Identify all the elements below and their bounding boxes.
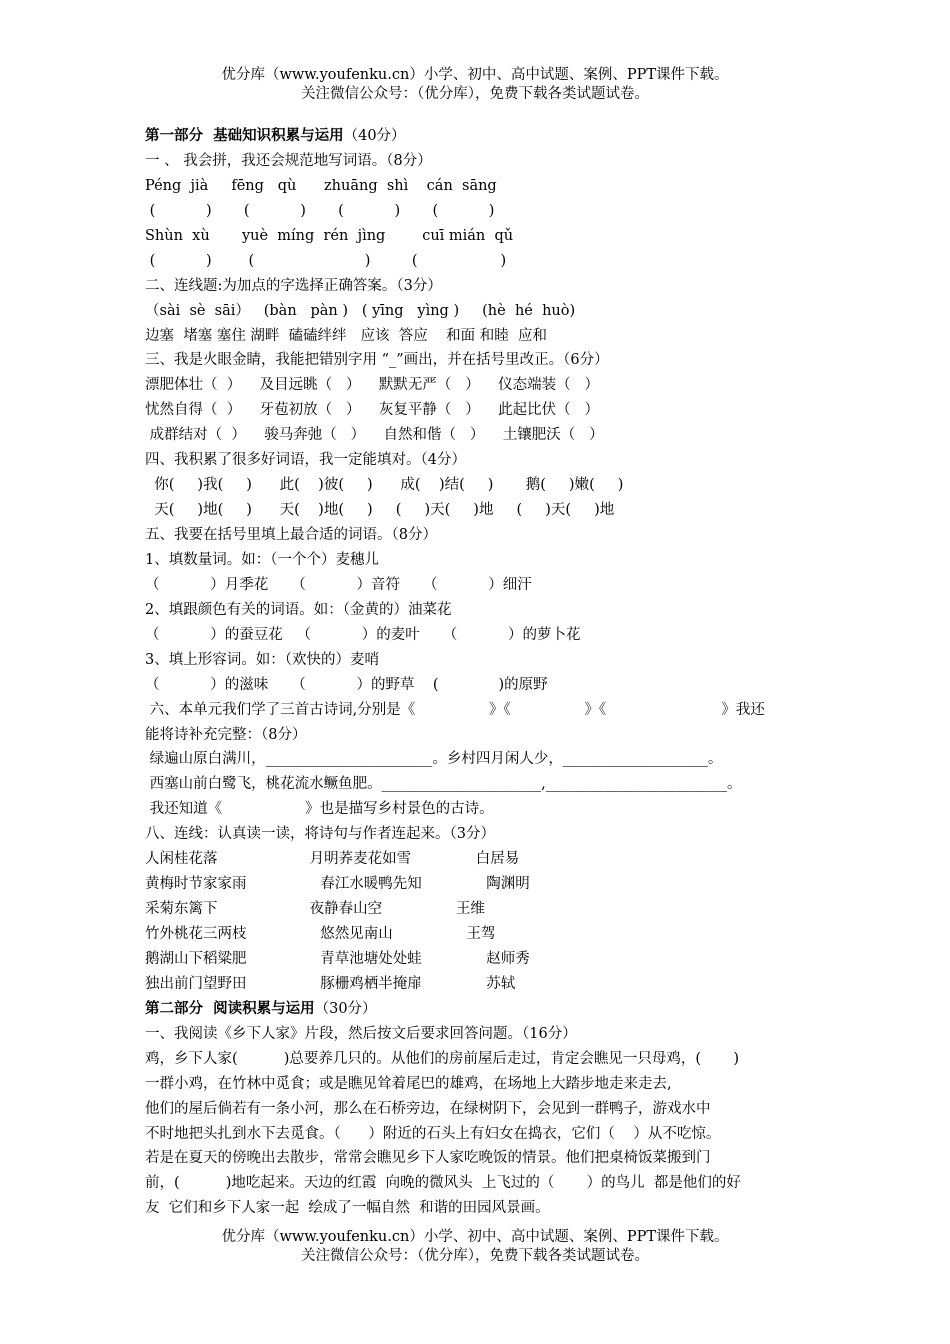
line-text: 不时地把头扎到水下去觅食。（ ）附近的石头上有妇女在捣衣，它们（ ）从不吃惊。 — [145, 1125, 721, 1142]
text-line — [145, 598, 810, 623]
text-line — [145, 847, 810, 872]
text-line — [145, 1047, 810, 1072]
line-text: ( ) ( ) ( ) — [145, 252, 507, 269]
line-text: 漂肥体壮（ ） 及目远眺（ ） 默默无严（ ） 仪态端装（ ） — [145, 377, 600, 394]
text-line — [145, 872, 810, 897]
line-text: 独出前门望野田 豚栅鸡栖半掩扉 苏轼 — [145, 975, 516, 992]
line-text: 黄梅时节家家雨 春江水暖鸭先知 陶渊明 — [145, 876, 530, 893]
line-text: 友 它们和乡下人家一起 绘成了一幅自然 和谐的田园风景画。 — [145, 1200, 550, 1217]
text-line — [145, 1072, 810, 1097]
line-text: 2、填跟颜色有关的词语。如：（金黄的）油菜花 — [145, 601, 452, 618]
line-text: 一、我阅读《乡下人家》片段，然后按文后要求回答问题。（16分） — [145, 1025, 577, 1042]
text-line — [145, 299, 810, 324]
header-line-1: 优分库（www.youfenku.cn）小学、初中、高中试题、案例、PPT课件下载。 — [221, 67, 729, 83]
line-text: 我还知道《 》也是描写乡村景色的古诗。 — [145, 801, 494, 818]
text-line — [145, 698, 810, 723]
page-header — [0, 66, 950, 104]
text-line — [145, 224, 810, 249]
line-text: 成群结对（ ） 骏马奔弛（ ） 自然和偕（ ） 土镶肥沃（ ） — [145, 427, 604, 444]
text-line — [145, 423, 810, 448]
section-heading — [145, 124, 810, 149]
text-line — [145, 324, 810, 349]
line-text: 1、填数量词。如：（一个个）麦穗儿 — [145, 551, 379, 568]
line-text: 第二部分 阅读积累与运用 — [145, 999, 315, 1017]
text-line — [145, 897, 810, 922]
section-heading — [145, 997, 810, 1022]
text-line — [145, 473, 810, 498]
text-line — [145, 947, 810, 972]
text-line — [145, 373, 810, 398]
text-line — [145, 723, 810, 748]
text-line — [145, 199, 810, 224]
text-line — [145, 1022, 810, 1047]
line-text: 一群小鸡，在竹林中觅食；或是瞧见耸着尾巴的雄鸡，在场地上大踏步地走来走去, — [145, 1075, 672, 1092]
line-text: 人闲桂花落 月明荞麦花如雪 白居易 — [145, 851, 520, 868]
text-line — [145, 274, 810, 299]
line-text: 西塞山前白鹭飞，桃花流水鳜鱼肥。______________________,_________________________。 — [145, 776, 742, 793]
line-text: 天( )地( ) 天( )地( ) ( )天( )地 ( )天( )地 — [145, 502, 615, 519]
line-text: 能将诗补充完整：（8分） — [145, 726, 307, 743]
line-text: 前，( )地吃起来。天边的红霞 向晚的微风头 上飞过的（ ）的鸟儿 都是他们的好 — [145, 1175, 741, 1192]
line-text: 忧然自得（ ） 牙苞初放（ ） 灰复平静（ ） 此起比伏（ ） — [145, 402, 600, 419]
line-text: 若是在夏天的傍晚出去散步，常常会瞧见乡下人家吃晚饭的情景。他们把桌椅饭菜搬到门 — [145, 1150, 711, 1167]
text-line — [145, 1146, 810, 1171]
text-line — [145, 648, 810, 673]
text-line — [145, 348, 810, 373]
footer-line-1: 优分库（www.youfenku.cn）小学、初中、高中试题、案例、PPT课件下载。 — [221, 1229, 729, 1245]
line-text: 你( )我( ) 此( )彼( ) 成( )结( ) 鹅( )嫩( ) — [145, 477, 624, 494]
line-text: 八、连线：认真读一读，将诗句与作者连起来。（3分） — [145, 826, 495, 843]
line-text: 三、我是火眼金睛，我能把错别字用 “_”画出，并在括号里改正。（6分） — [145, 352, 609, 369]
line-text: 边塞 堵塞 塞住 湖畔 磕磕绊绊 应该 答应 和面 和睦 应和 — [145, 327, 547, 344]
text-line — [145, 822, 810, 847]
score-note: （30分） — [314, 1000, 377, 1017]
line-text: 五、我要在括号里填上最合适的词语。（8分） — [145, 527, 437, 543]
line-text: 鸡，乡下人家( )总要养几只的。从他们的房前屋后走过，肯定会瞧见一只母鸡，( ) — [145, 1050, 739, 1067]
score-note: （40分） — [343, 128, 406, 144]
line-text: （ ）的蚕豆花 （ ）的麦叶 （ ）的萝卜花 — [145, 626, 581, 643]
line-text: 他们的屋后倘若有一条小河，那么在石桥旁边，在绿树阴下，会见到一群鸭子，游戏水中 — [145, 1100, 711, 1117]
page-footer — [0, 1228, 950, 1266]
text-line — [145, 772, 810, 797]
text-line — [145, 1097, 810, 1122]
line-text: 一 、 我会拼，我还会规范地写词语。（8分） — [145, 152, 432, 169]
line-text: （sài sè sāi） (bàn pàn ) ( yīng yìng ) (hè hé huò) — [145, 302, 576, 319]
line-text: 采菊东篱下 夜静春山空 王维 — [145, 901, 485, 918]
text-line — [145, 448, 810, 473]
line-text: 鹅湖山下稻粱肥 青草池塘处处蛙 赵师秀 — [145, 950, 530, 967]
line-text: 六、本单元我们学了三首古诗词,分别是《 》《 》《 》我还 — [145, 701, 765, 718]
text-line — [145, 972, 810, 997]
line-text: 四、我积累了很多好词语，我一定能填对。（4分） — [145, 452, 466, 469]
header-line-2: 关注微信公众号：（优分库），免费下载各类试题试卷。 — [301, 86, 649, 102]
text-line — [145, 1196, 810, 1221]
line-text: （ ）月季花 （ ）音符 （ ）细汗 — [145, 576, 532, 593]
text-line — [145, 548, 810, 573]
line-text: 绿遍山原白满川，_______________________。乡村四月闲人少，____________________。 — [145, 751, 723, 768]
text-line — [145, 149, 810, 174]
line-text: 二、连线题:为加点的字选择正确答案。（3分） — [145, 277, 442, 294]
line-text: Péng jià fēng qù zhuāng shì cán sāng — [145, 177, 497, 194]
text-line — [145, 1122, 810, 1147]
text-line — [145, 673, 810, 698]
line-text: （ ）的滋味 （ ）的野草 ( )的原野 — [145, 676, 548, 693]
line-text: 第一部分 基础知识积累与运用 — [145, 127, 344, 144]
line-text: ( ) ( ) ( ) ( ) — [145, 202, 495, 219]
text-line — [145, 623, 810, 648]
text-line — [145, 922, 810, 947]
footer-line-2: 关注微信公众号：（优分库），免费下载各类试题试卷。 — [301, 1248, 649, 1264]
text-line — [145, 249, 810, 274]
text-line — [145, 523, 810, 548]
text-line — [145, 747, 810, 772]
text-line — [145, 398, 810, 423]
text-line — [145, 797, 810, 822]
text-line — [145, 498, 810, 523]
text-line — [145, 1171, 810, 1196]
text-line — [145, 573, 810, 598]
line-text: Shùn xù yuè míng rén jìng cuī mián qǔ — [145, 227, 514, 244]
text-line — [145, 174, 810, 199]
document-body — [145, 124, 810, 1221]
line-text: 3、填上形容词。如：（欢快的）麦哨 — [145, 651, 379, 668]
line-text: 竹外桃花三两枝 悠然见南山 王驾 — [145, 926, 496, 942]
